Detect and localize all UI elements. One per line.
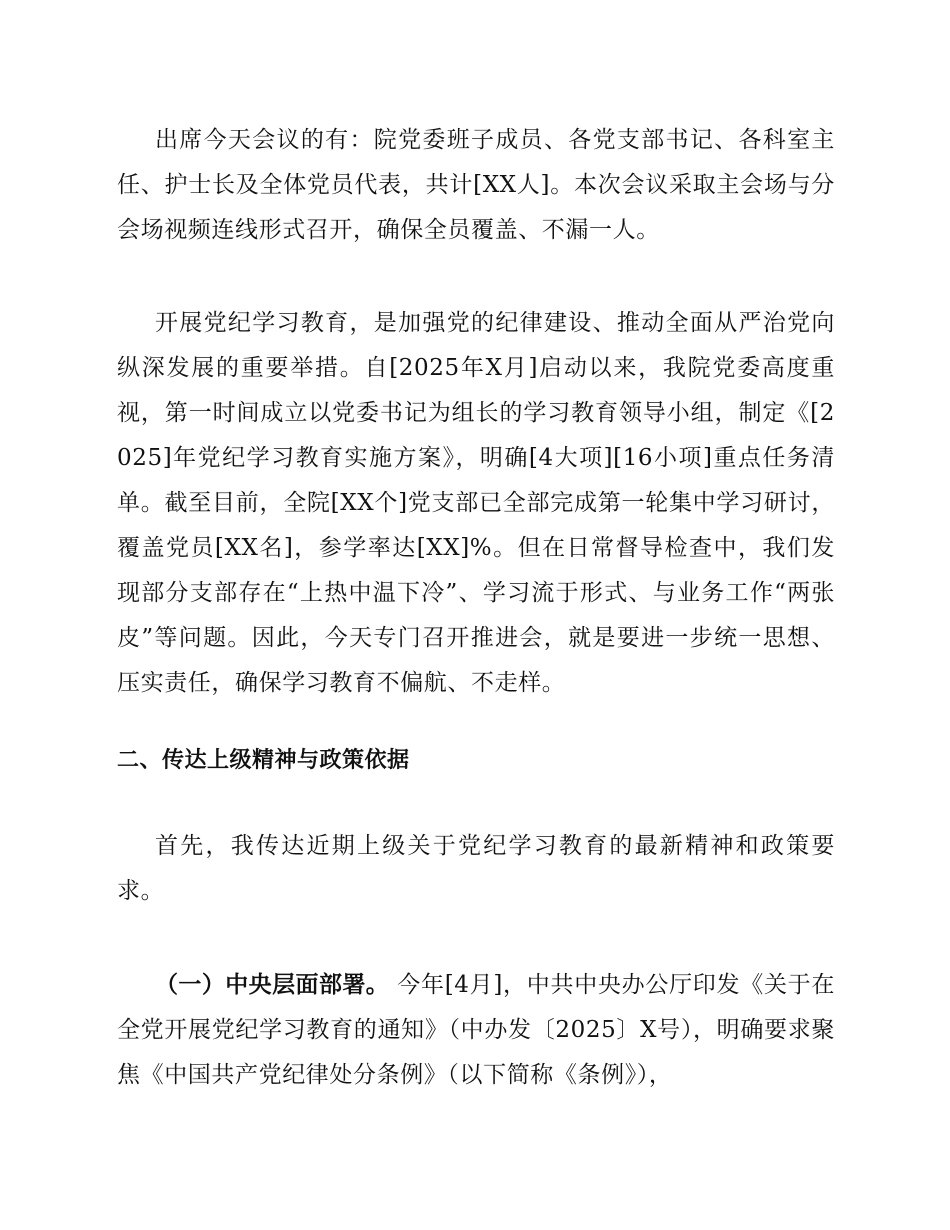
section-heading: 二、传达上级精神与政策依据 — [117, 748, 410, 773]
paragraph-central-deployment — [117, 963, 835, 1098]
paragraph-lead-heading: （一）中央层面部署。 — [155, 972, 390, 998]
paragraph-body-text: 今年[4月]，中共中央办公厅印发《关于在全党开展党纪学习教育的通知》（中办发〔2025〕X号），明确要求聚焦《中国共产党纪律处分条例》（以下简称《条例》）， — [117, 972, 836, 1088]
paragraph-background: 开展党纪学习教育，是加强党的纪律建设、推动全面从严治党向纵深发展的重要举措。自[2025年X月]启动以来，我院党委高度重视，第一时间成立以党委书记为组长的学习教育领导小组，制定《[2025]年党纪学习教育实施方案》，明确[4大项][16小项]重点任务清单。截至目前，全院[XX个]党支部已全部完成第一轮集中学习研讨，覆盖党员[XX名]，参学率达[XX]%。但在日常督导检查中，我们发现部分支部存在“上热中温下冷”、学习流于形式、与业务工作“两张皮”等问题。因此，今天专门召开推进会，就是要进一步统一思想、压实责任，确保学习教育不偏航、不走样。 — [117, 310, 835, 696]
paragraph-attendance: 出席今天会议的有：院党委班子成员、各党支部书记、各科室主任、护士长及全体党员代表，共计[XX人]。本次会议采取主会场与分会场视频连线形式召开，确保全员覆盖、不漏一人。 — [117, 127, 835, 243]
paragraph-intro: 首先，我传达近期上级关于党纪学习教育的最新精神和政策要求。 — [117, 833, 835, 904]
